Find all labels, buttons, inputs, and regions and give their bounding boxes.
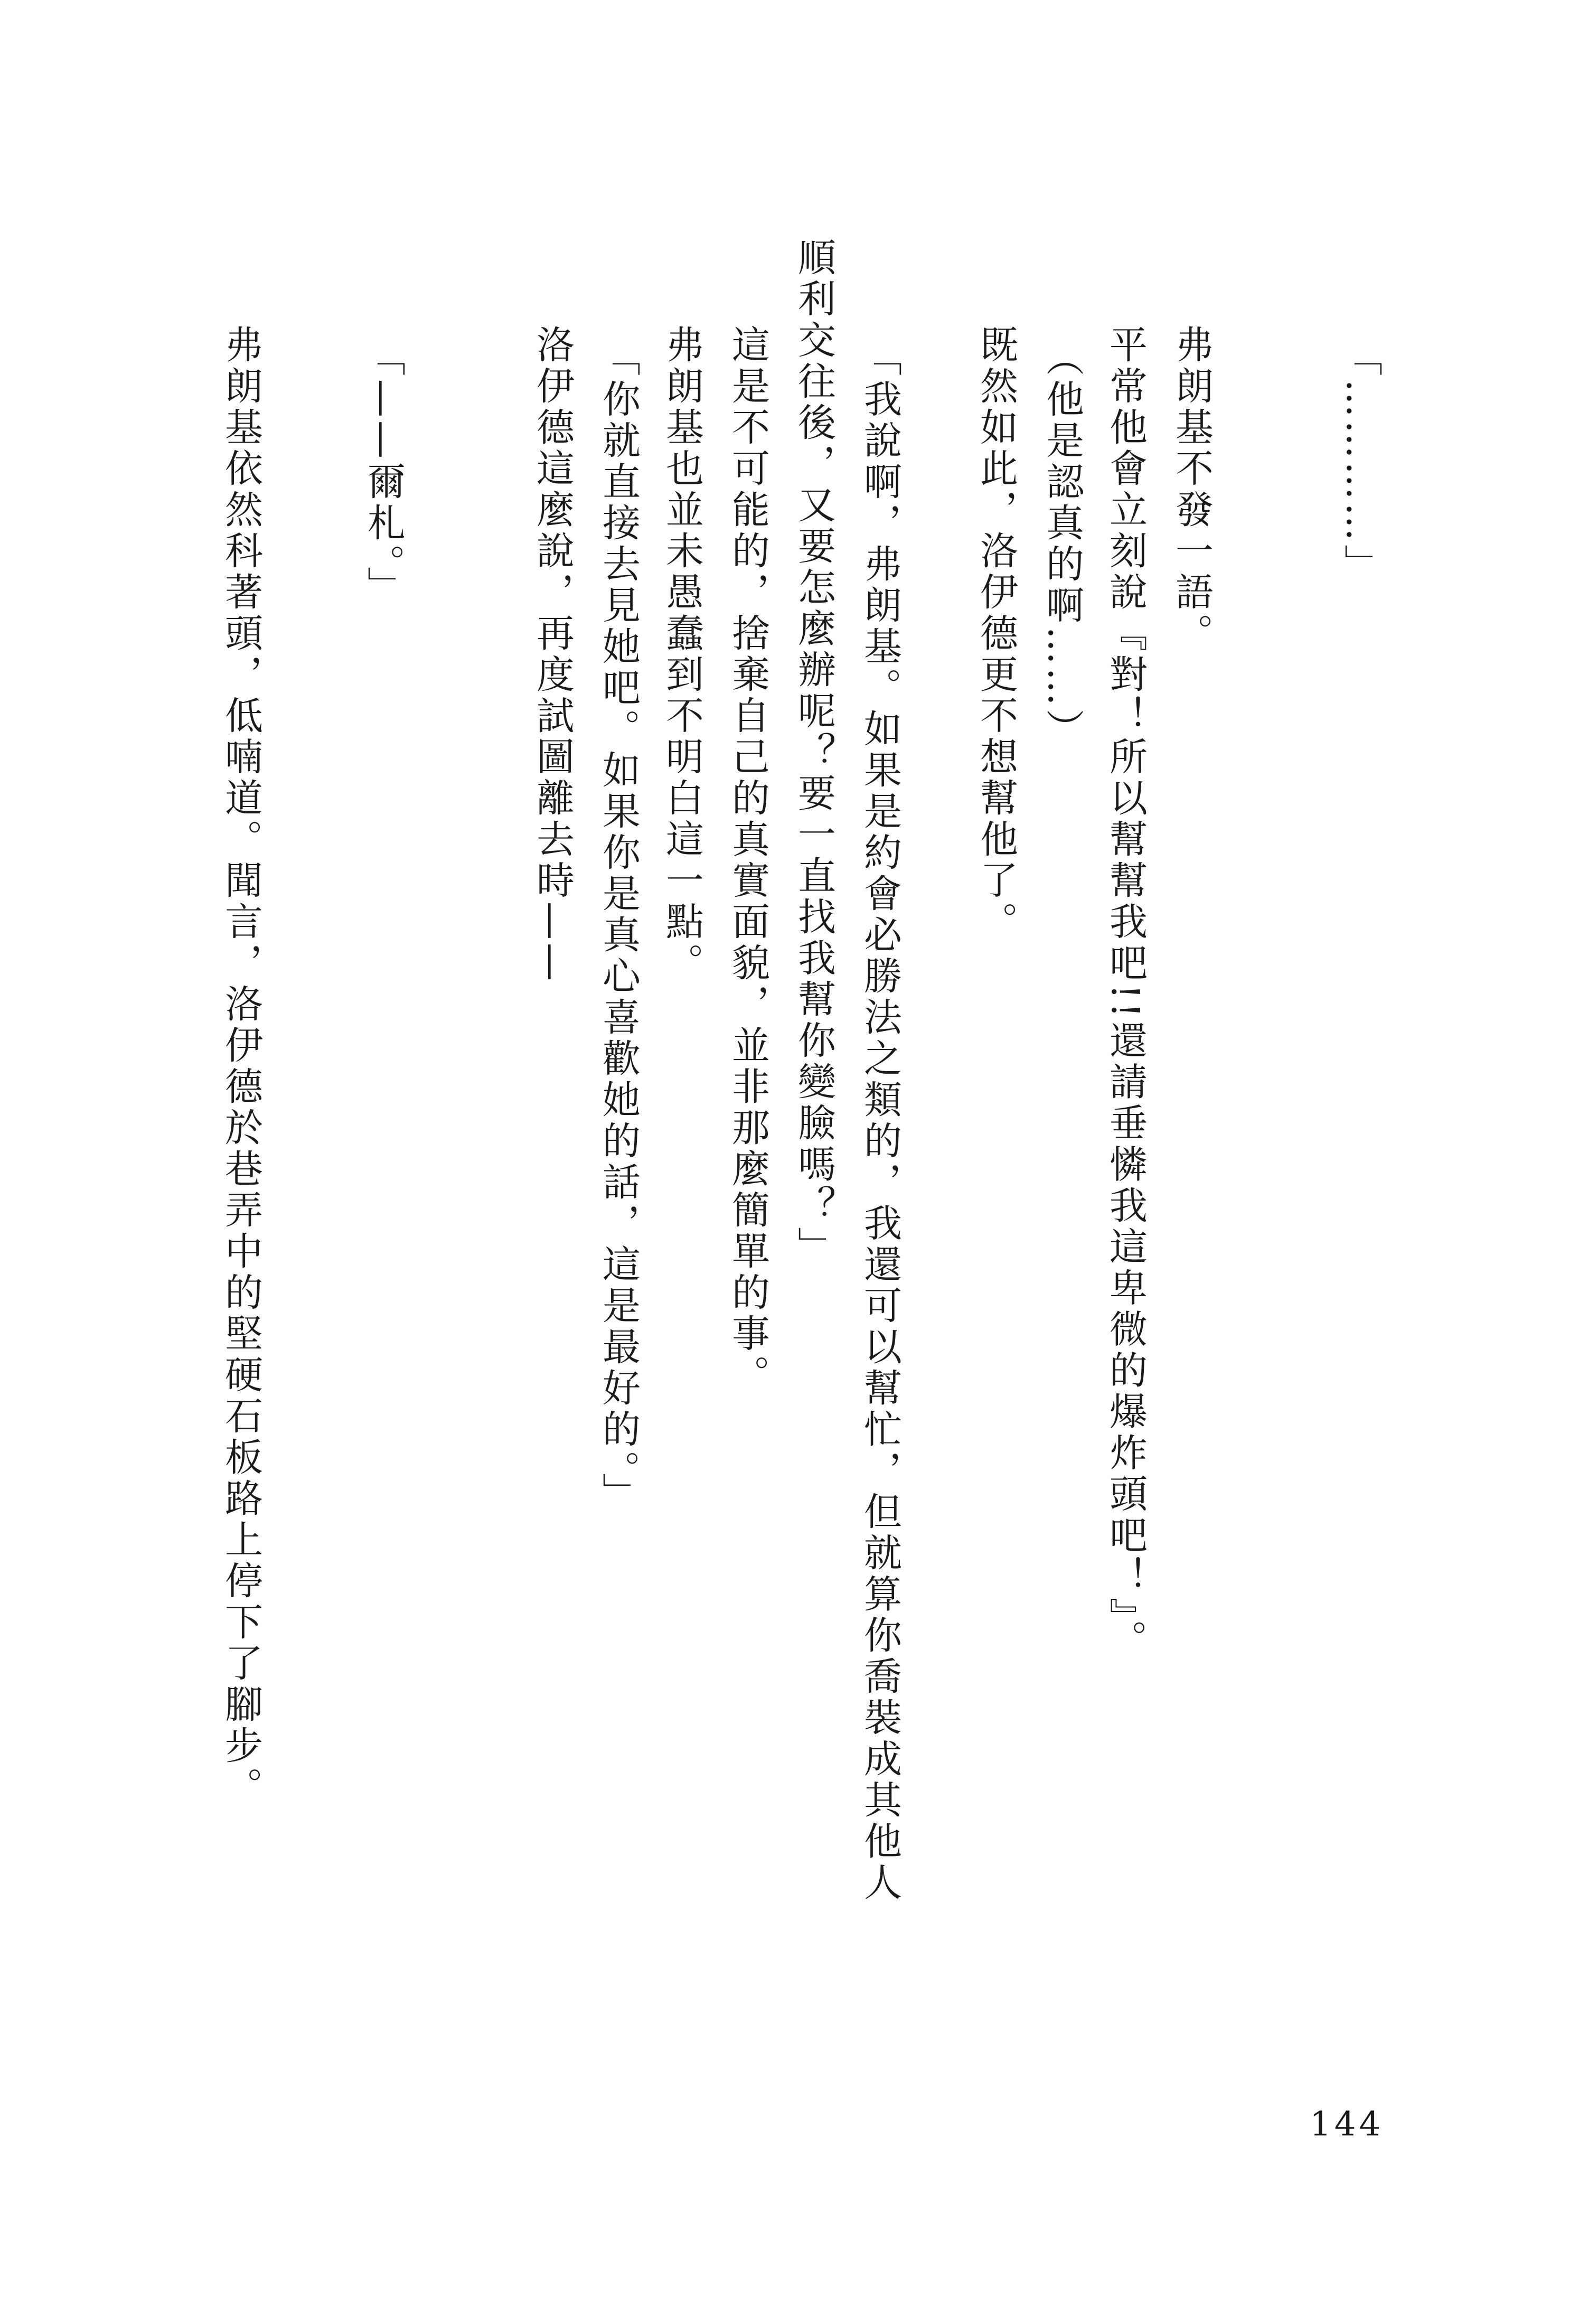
text-line: 弗朗基不發一語。 <box>1169 325 1214 654</box>
text-line: 這是不可能的，捨棄自己的真實面貌，並非那麼簡單的事。 <box>726 325 770 1396</box>
text-line: 洛伊德這麼說，再度試圖離去時—— <box>530 325 575 984</box>
text-line: 既然如此，洛伊德更不想幫他了。 <box>974 325 1018 943</box>
text-line: （他是認真的啊……） <box>1040 338 1084 750</box>
text-line: 「…………」 <box>1338 338 1383 585</box>
text-line: 弗朗基依然科著頭，低喃道。聞言，洛伊德於巷弄中的堅硬石板路上停下了腳步。 <box>219 325 263 1808</box>
text-line: 「我說啊，弗朗基。如果是約會必勝法之類的，我還可以幫忙，但就算你喬裝成其他人 <box>858 338 902 1904</box>
text-line: 「你就直接去見她吧。如果你是真心喜歡她的話，這是最好的。」 <box>596 338 641 1514</box>
text-line: 平常他會立刻說『對！所以幫幫我吧!!還請垂憐我這卑微的爆炸頭吧！』。 <box>1103 325 1148 1661</box>
text-line: 順利交往後，又要怎麼辦呢？要一直找我幫你變臉嗎？」 <box>792 238 836 1268</box>
text-line: 弗朗基也並未愚蠢到不明白這一點。 <box>660 325 704 984</box>
page-number: 144 <box>1310 2105 1384 2144</box>
text-line: 「——爾札。」 <box>361 338 406 607</box>
